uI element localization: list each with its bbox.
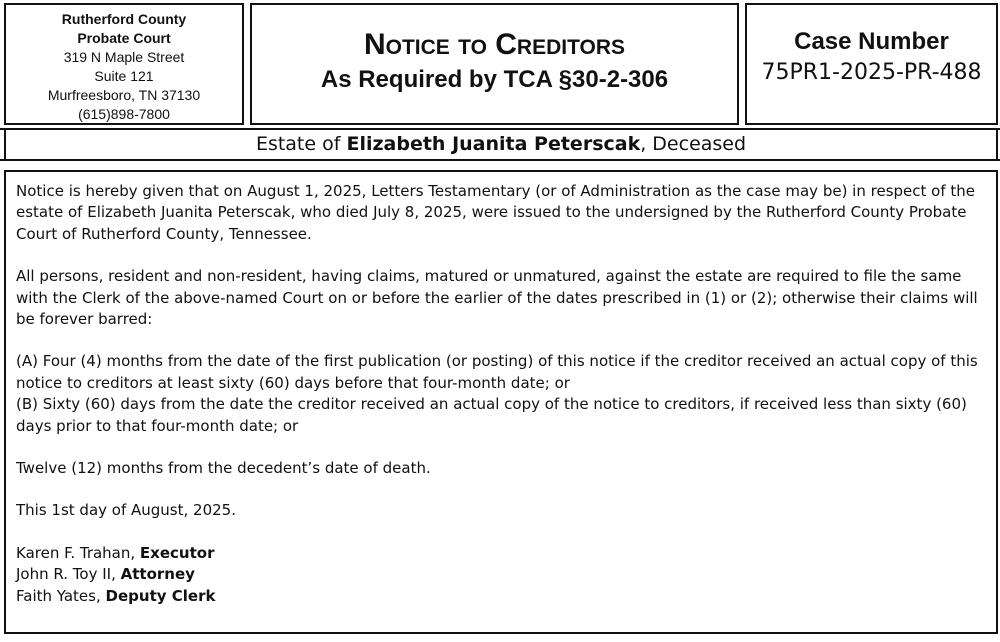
estate-heading xyxy=(4,130,998,159)
notice-title: Notice to Creditors xyxy=(363,28,626,61)
case-number-value: 75PR1-2025-PR-488 xyxy=(761,60,982,85)
estate-decedent-name: Elizabeth Juanita Peterscak xyxy=(346,133,641,155)
signatory-name: Karen F. Trahan, xyxy=(16,543,140,562)
estate-suffix: , Deceased xyxy=(640,133,747,155)
court-name-line1: Rutherford County xyxy=(61,11,187,27)
signatory-name: John R. Toy II, xyxy=(16,565,121,584)
court-phone: (615)898-7800 xyxy=(78,106,170,122)
estate-prefix: Estate of xyxy=(255,133,347,155)
court-address-suite: Suite 121 xyxy=(94,68,154,84)
notice-paragraph-twelve-months: Twelve (12) months from the decedent’s date of death. xyxy=(16,459,431,478)
notice-subtitle: As Required by TCA §30-2-306 xyxy=(320,66,669,93)
signatory-line xyxy=(16,543,986,564)
case-number-label: Case Number xyxy=(794,28,949,55)
notice-title-box xyxy=(250,3,739,125)
court-info-box xyxy=(4,3,244,125)
court-address-street: 319 N Maple Street xyxy=(63,49,185,65)
signatory-role: Executor xyxy=(139,543,215,562)
case-number-box xyxy=(745,3,998,125)
notice-body xyxy=(4,170,998,634)
notice-clause-b: (B) Sixty (60) days from the date the creditor received an actual copy of the notice to creditors, if received less than sixty (60) days prior to that four-month date; or xyxy=(16,395,967,435)
court-address-city: Murfreesboro, TN 37130 xyxy=(47,87,201,103)
notice-date-line: This 1st day of August, 2025. xyxy=(16,501,236,520)
signatory-role: Attorney xyxy=(120,565,195,584)
court-name-line2: Probate Court xyxy=(77,30,171,46)
notice-paragraph-letters: Notice is hereby given that on August 1, 2025, Letters Testamentary (or of Administration as the case may be) in respect of the estate of Elizabeth Juanita Peterscak, who died July 8, 2025, were issued to the undersigned by the Rutherford County Probate Court of Rutherford County, Tennessee. xyxy=(16,182,975,243)
signatory-role: Deputy Clerk xyxy=(105,586,216,605)
signatory-name: Faith Yates, xyxy=(16,586,106,605)
signatory-line xyxy=(16,564,986,585)
divider-mid xyxy=(0,159,1000,161)
notice-clause-a: (A) Four (4) months from the date of the first publication (or posting) of this notice if the creditor received an actual copy of this notice to creditors at least sixty (60) days before that four-month date; or xyxy=(16,352,978,392)
signatory-line xyxy=(16,586,986,607)
notice-paragraph-claims: All persons, resident and non-resident, having claims, matured or unmatured, against the estate are required to file the same with the Clerk of the above-named Court on or before the earlier of the dates prescribed in (1) or (2); otherwise their claims will be forever barred: xyxy=(16,267,978,329)
